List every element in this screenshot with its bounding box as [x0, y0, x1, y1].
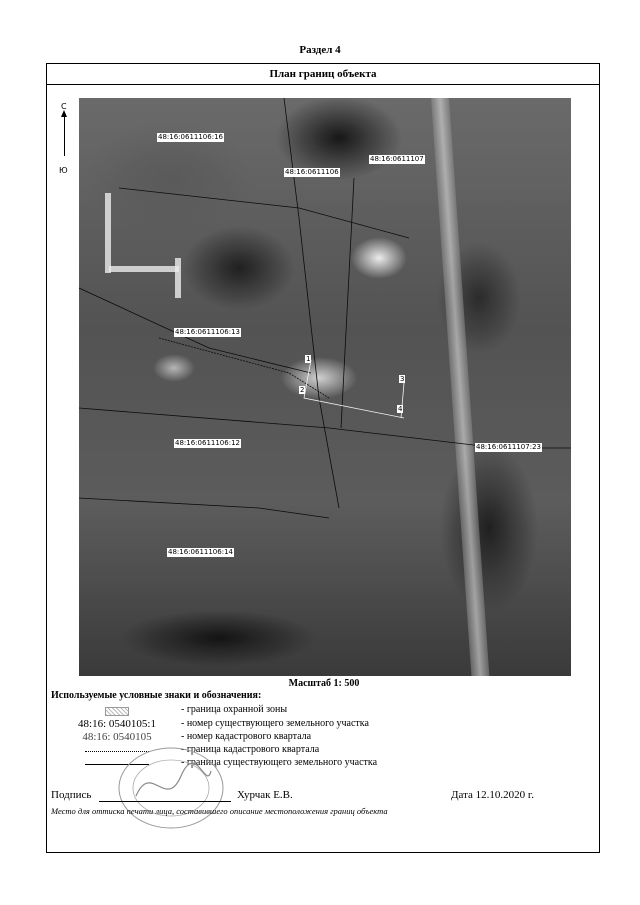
parcel-boundary: [284, 98, 339, 508]
signature-date: Дата 12.10.2020 г.: [451, 789, 534, 801]
object-boundary: [304, 360, 404, 418]
north-arrow-icon: [64, 114, 65, 156]
compass-north-label: С: [61, 102, 67, 111]
parcel-label: 48:16:0611106:16: [158, 133, 223, 141]
parcel-label: 48:16:0611107:23: [476, 443, 541, 451]
quarter-boundary: [79, 408, 571, 448]
point-label: 1: [306, 355, 311, 363]
signature-row: [51, 789, 591, 805]
parcel-label: 48:16:0611106:14: [168, 548, 233, 556]
hatch-icon: [105, 707, 129, 716]
point-label: 2: [300, 386, 305, 394]
parcel-label: 48:16:0611106:12: [175, 439, 240, 447]
parcel-label: 48:16:0611106: [285, 168, 339, 176]
legend-description: - граница охранной зоны: [181, 704, 288, 715]
legend-row: [47, 718, 601, 732]
plan-header: План границ объекта: [47, 64, 599, 85]
signature-line: [99, 801, 231, 802]
parcel-label: 48:16:0611106:13: [175, 328, 240, 336]
legend-title: Используемые условные знаки и обозначения:: [51, 690, 262, 701]
aerial-map: [79, 98, 571, 676]
boundary-lines: [79, 98, 571, 676]
point-label: 4: [398, 405, 403, 413]
legend-description: - граница кадастрового квартала: [181, 744, 320, 755]
legend-symbol-quarter-number: 48:16: 0540105: [82, 731, 152, 743]
parcel-boundary: [341, 178, 354, 428]
legend-description: - граница существующего земельного участка: [181, 757, 378, 768]
legend-symbol-parcel-number: 48:16: 0540105:1: [78, 718, 156, 730]
stamp-note: Место для оттиска печати лица, составившего описание местоположения границ объекта: [51, 806, 388, 816]
scale-label: Масштаб 1: 500: [288, 678, 360, 689]
legend-row: [47, 704, 601, 718]
parcel-boundary: [119, 188, 409, 238]
section-title: Раздел 4: [299, 44, 341, 56]
compass-south-label: Ю: [59, 166, 68, 175]
legend-symbol-hatch: [57, 704, 177, 718]
plan-frame: [46, 63, 600, 853]
legend-description: - номер существующего земельного участка: [181, 718, 369, 729]
stamp-seal: [111, 741, 231, 835]
legend-description: - номер кадастрового квартала: [181, 731, 312, 742]
signer-name: Хурчак Е.В.: [237, 789, 293, 801]
parcel-boundary: [79, 498, 329, 518]
parcel-label: 48:16:0611107: [370, 155, 424, 163]
point-label: 3: [400, 375, 405, 383]
signature-label: Подпись: [51, 789, 92, 801]
compass: [59, 102, 71, 182]
